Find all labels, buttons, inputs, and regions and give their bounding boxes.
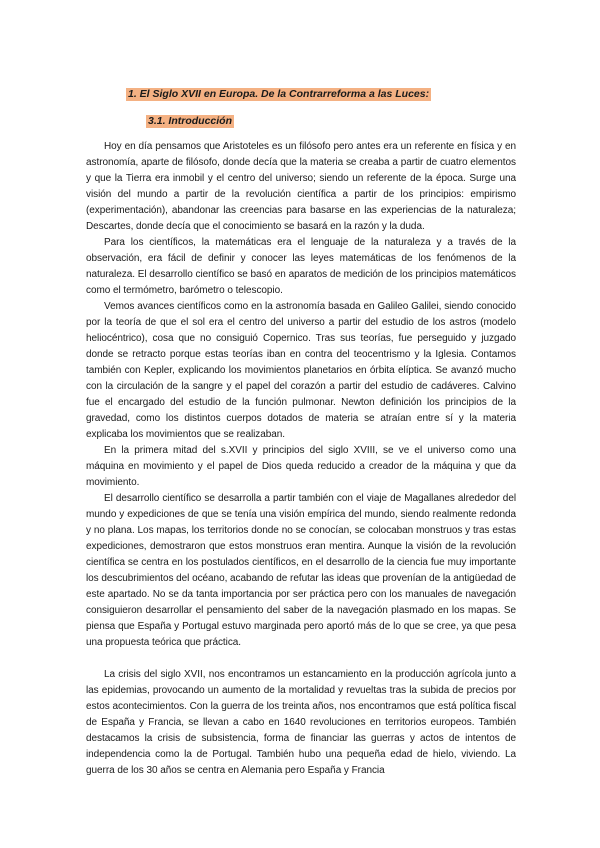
subsection-heading: 3.1. Introducción xyxy=(148,115,233,127)
body-text xyxy=(86,139,516,779)
paragraph: Vemos avances científicos como en la astronomía basada en Galileo Galilei, siendo conocido por la teoría de que el sol era el centro del universo a partir del estudio de los astros (modelo heliocéntrico), cosa que no consiguió Copernico. Tras sus teorías, fue perseguido y juzgado donde se retracto porque estas teorías iban en contra del teocentrismo y la Iglesia. Contamos también con Kepler, explicando los movimientos planetarios en órbita elíptica. Se avanzó mucho con la circulación de la sangre y el papel del corazón a partir del estudio de cadáveres. Calvino fue el encargado del estudio de la función pulmonar. Newton definición los principios de la gravedad, como los distintos cuerpos dotados de materia se atraían entre sí y la materia explicaba los movimientos que se realizaban. xyxy=(86,301,516,440)
paragraph: Hoy en día pensamos que Aristoteles es un filósofo pero antes era un referente en física y en astronomía, aparte de filósofo, donde decía que la materia se creaba a partir de cuatro elementos y que la Tierra era inmobil y el centro del universo; siendo un referente de la época. Surge una visión del mundo a partir de la revolución científica a partir de los principios: empirismo (experimentación), abandonar las creencias para basarse en las experiencias de la naturaleza; Descartes, donde decía que el conocimiento se basará en la razón y la duda. xyxy=(86,141,516,232)
paragraph: Para los científicos, la matemáticas era el lenguaje de la naturaleza y a través de la observación, era fácil de definir y conocer las leyes matemáticas de los fenómenos de la naturaleza. El desarrollo científico se basó en aparatos de medición de los principios matemáticos como el termómetro, barómetro o telescopio. xyxy=(86,237,516,296)
paragraph: La crisis del siglo XVII, nos encontramos un estancamiento en la producción agrícola junto a las epidemias, provocando un aumento de la mortalidad y revueltas tras la subida de precios por estos acontecimientos. Con la guerra de los treinta años, nos encontramos que está política fiscal de España y Francia, se llevan a cabo en 1640 revoluciones en territorios europeos. También destacamos la crisis de subsistencia, forma de financiar las guerras y actos de intentos de independencia como la de Portugal. También hubo una pequeña edad de hielo, viviendo. La guerra de los 30 años se centra en Alemania pero España y Francia xyxy=(86,669,516,776)
paragraph: En la primera mitad del s.XVII y principios del siglo XVIII, se ve el universo como una máquina en movimiento y el papel de Dios queda reducido a creador de la máquina y que da movimiento. xyxy=(86,445,516,488)
paragraph: El desarrollo científico se desarrolla a partir también con el viaje de Magallanes alrededor del mundo y expediciones de que se tenía una visión empírica del mundo, siendo realmente redonda y no plana. Los mapas, los territorios donde no se conocían, se colocaban monstruos y tras estas expediciones, demostraron que estos monstruos eran mentira. Aunque la visión de la revolución científica se centra en los postulados científicos, en el desarrollo de la ciencia fue muy importante los descubrimientos del océano, acabando de refutar las ideas que provenían de la antigüedad de este apartado. No se da tanta importancia por ser práctica pero con los manuales de navegación consiguieron desarrollar el pensamiento del saber de la navegación plasmado en los mapas. Se piensa que España y Portugal estuvo marginada pero aportó más de lo que se cree, ya que pesa una propuesta teórica que práctica. xyxy=(86,493,517,648)
section-heading: 1. El Siglo XVII en Europa. De la Contrarreforma a las Luces: xyxy=(128,88,430,100)
document-page xyxy=(86,84,516,779)
